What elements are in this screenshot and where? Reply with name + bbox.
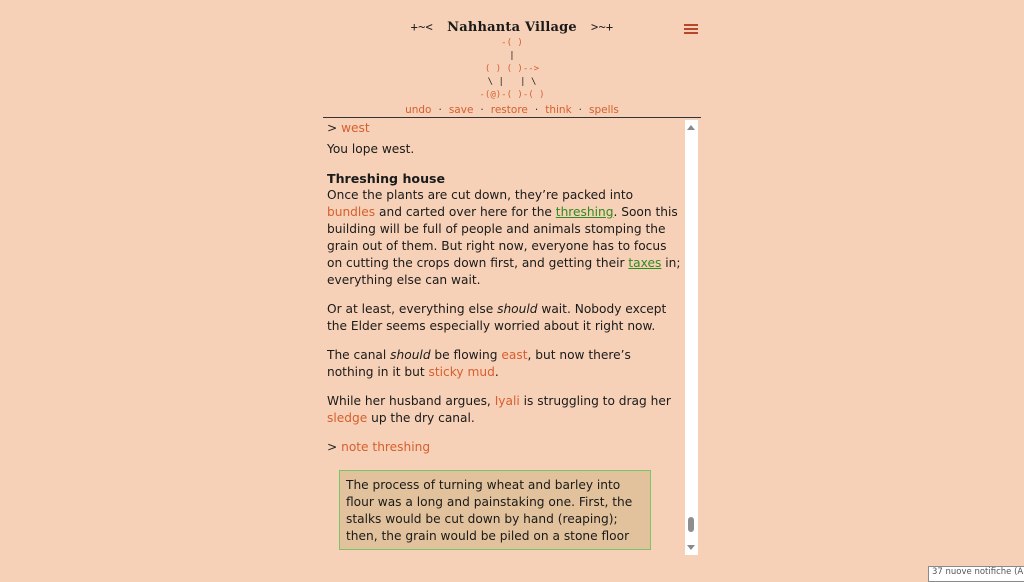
- ascii-map: [323, 37, 701, 102]
- command-text[interactable]: west: [341, 121, 370, 135]
- map-line-4: -(@)-( )-( ): [479, 90, 545, 100]
- emphasis-text: should: [390, 348, 431, 362]
- command-echo: [327, 439, 681, 456]
- map-line-0: -( ): [501, 38, 523, 48]
- status-header: [323, 0, 701, 118]
- keyword-link[interactable]: bundles: [327, 205, 376, 219]
- transcript-scrollbar[interactable]: [685, 120, 698, 555]
- link-separator: ·: [480, 104, 484, 116]
- keyword-link[interactable]: east: [501, 348, 528, 362]
- scrollbar-thumb[interactable]: [688, 517, 694, 532]
- scroll-down-icon[interactable]: [687, 545, 695, 550]
- note-box: The process of turning wheat and barley into flour was a long and painstaking one. First, the stalks would be cut down by hand (reaping); then, the grain would be piled on a stone floor: [339, 470, 651, 550]
- link-separator: ·: [578, 104, 582, 116]
- story-paragraph: Or at least, everything else should wait. Nobody except the Elder seems especially worried about it right now.: [327, 302, 667, 333]
- glossary-link[interactable]: taxes: [628, 256, 662, 270]
- spells-link[interactable]: spells: [589, 104, 619, 116]
- keyword-link[interactable]: sticky mud: [428, 365, 495, 379]
- command-echo: [327, 120, 681, 137]
- keyword-link[interactable]: sledge: [327, 411, 368, 425]
- response-text: You lope west.: [327, 142, 415, 156]
- think-link[interactable]: think: [545, 104, 572, 116]
- glossary-link[interactable]: threshing: [555, 205, 614, 219]
- prompt-symbol: >: [327, 121, 338, 135]
- scroll-up-icon[interactable]: [687, 125, 695, 130]
- story-paragraph: The canal should be flowing east, but now there’s nothing in it but sticky mud.: [327, 348, 631, 379]
- undo-link[interactable]: undo: [405, 104, 432, 116]
- map-line-1: |: [509, 51, 515, 61]
- room-title: Threshing house: [327, 171, 446, 186]
- keyword-link[interactable]: Iyali: [494, 394, 520, 408]
- link-separator: ·: [534, 104, 539, 116]
- link-separator: ·: [438, 104, 442, 116]
- save-link[interactable]: save: [448, 104, 474, 116]
- transcript-panel[interactable]: [323, 118, 685, 555]
- story-paragraph: While her husband argues, Iyali is struggling to drag her sledge up the dry canal.: [327, 394, 671, 425]
- restore-link[interactable]: restore: [490, 104, 528, 116]
- command-text[interactable]: note threshing: [341, 440, 431, 454]
- prompt-symbol: >: [327, 440, 338, 454]
- room-description: Once the plants are cut down, they’re packed into bundles and carted over here for the threshing. Soon this building will be full of people and animals stomping the grain out of them. But right now, everyone has to focus on cutting the crops down first, and getting their taxes in; everything else can wait.: [327, 188, 681, 287]
- emphasis-text: should: [497, 302, 538, 316]
- command-links: [323, 104, 701, 116]
- title-right-decoration: >~+: [591, 20, 614, 34]
- title-left-decoration: +~<: [410, 20, 433, 34]
- map-line-3: \ | | \: [487, 77, 537, 87]
- notification-tray[interactable]: 37 nuove notifiche (A: [928, 566, 1024, 582]
- location-title: Nahhanta Village: [447, 20, 577, 35]
- map-line-2: ( ) ( )-->: [484, 64, 540, 74]
- location-title-row: [323, 20, 701, 35]
- hamburger-icon[interactable]: [684, 24, 698, 34]
